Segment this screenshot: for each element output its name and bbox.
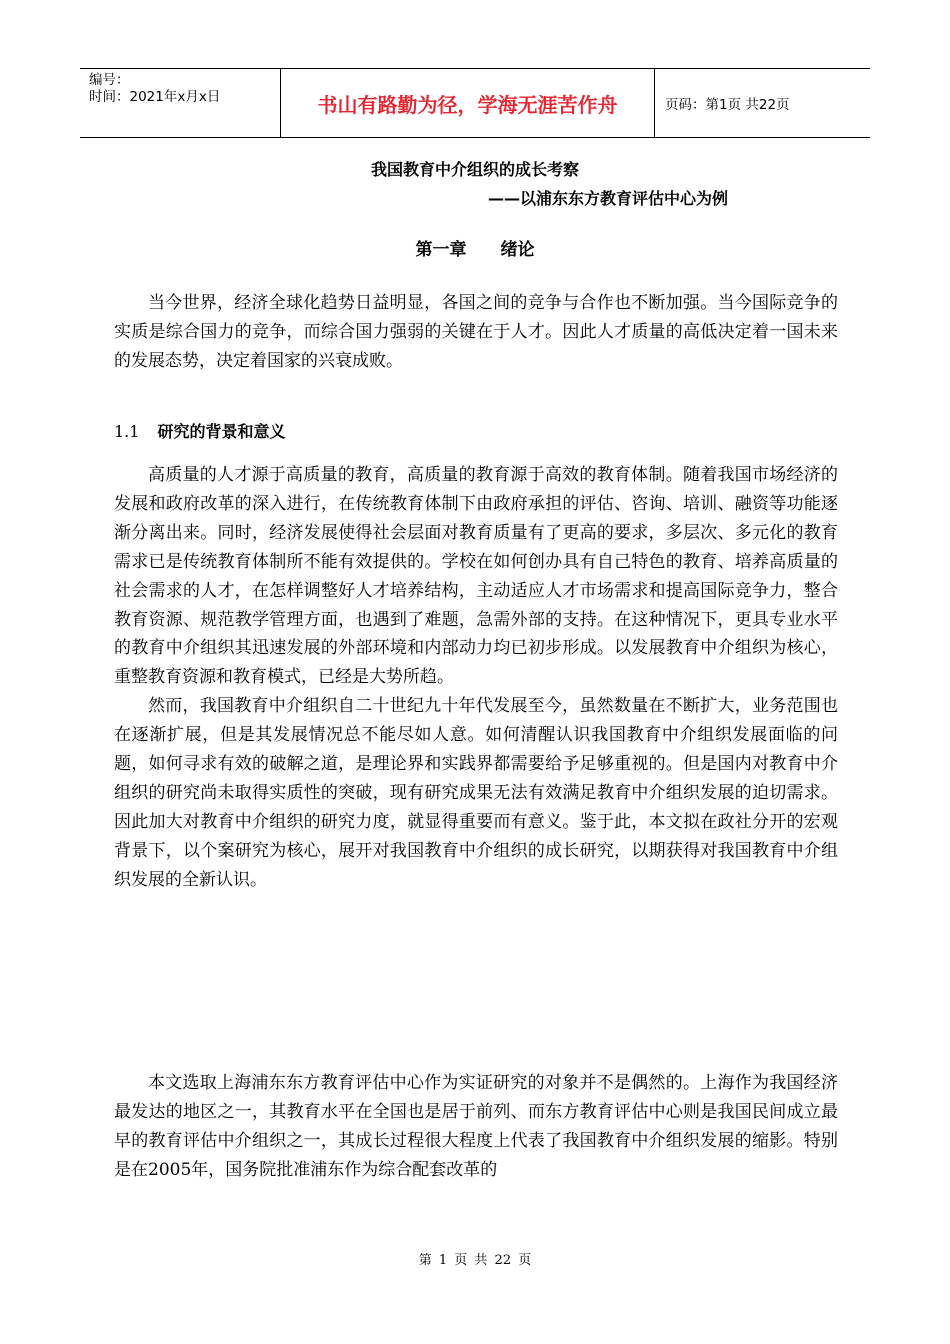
header-meta <box>80 69 281 137</box>
document-number-label: 编号： <box>89 72 130 88</box>
background-block <box>114 461 838 895</box>
page-footer: 第 1 页 共 22 页 <box>418 1253 532 1268</box>
section-title: 研究的背景和意义 <box>157 422 286 441</box>
page-header <box>80 68 870 138</box>
chapter-title: 第一章 绪论 <box>415 240 535 260</box>
section-number: 1.1 <box>114 422 140 441</box>
intro-block <box>114 289 838 376</box>
paragraph: 当今世界，经济全球化趋势日益明显，各国之间的竞争与合作也不断加强。当今国际竞争的实质是综合国力的竞争，而综合国力强弱的关键在于人才。因此人才质量的高低决定着一国未来的发展态势，决定着国家的兴衰成败。 <box>114 293 838 371</box>
case-study-block <box>114 1069 838 1185</box>
document-subtitle: ——以浦东东方教育评估中心为例 <box>488 189 729 208</box>
header-page-info: 页码：第1页 共22页 <box>665 97 790 113</box>
paragraph: 高质量的人才源于高质量的教育，高质量的教育源于高效的教育体制。随着我国市场经济的发展和政府改革的深入进行，在传统教育体制下由政府承担的评估、咨询、培训、融资等功能逐渐分离出来。同时，经济发展使得社会层面对教育质量有了更高的要求，多层次、多元化的教育需求已是传统教育体制所不能有效提供的。学校在如何创办具有自己特色的教育、培养高质量的社会需求的人才，在怎样调整好人才培养结构，主动适应人才市场需求和提高国际竞争力，整合教育资源、规范教学管理方面，也遇到了难题，急需外部的支持。在这种情况下，更具专业水平的教育中介组织其迅速发展的外部环境和内部动力均已初步形成。以发展教育中介组织为核心，重整教育资源和教育模式，已经是大势所趋。 <box>114 465 838 688</box>
paragraph: 本文选取上海浦东东方教育评估中心作为实证研究的对象并不是偶然的。上海作为我国经济最发达的地区之一，其教育水平在全国也是居于前列、而东方教育评估中心则是我国民间成立最早的教育评估中介组织之一，其成长过程很大程度上代表了我国教育中介组织发展的缩影。特别是在2005年，国务院批准浦东作为综合配套改革的 <box>114 1073 838 1180</box>
header-motto: 书山有路勤为径，学海无涯苦作舟 <box>281 69 655 137</box>
section-heading <box>114 419 285 442</box>
paragraph: 然而，我国教育中介组织自二十世纪九十年代发展至今，虽然数量在不断扩大，业务范围也在逐渐扩展，但是其发展情况总不能尽如人意。如何清醒认识我国教育中介组织发展面临的问题，如何寻求有效的破解之道，是理论界和实践界都需要给予足够重视的。但是国内对教育中介组织的研究尚未取得实质性的突破，现有研究成果无法有效满足教育中介组织发展的迫切需求。因此加大对教育中介组织的研究力度，就显得重要而有意义。鉴于此，本文拟在政社分开的宏观背景下，以个案研究为核心，展开对我国教育中介组织的成长研究，以期获得对我国教育中介组织发展的全新认识。 <box>114 696 838 890</box>
document-date: 时间：2021年x月x日 <box>89 89 221 105</box>
document-title: 我国教育中介组织的成长考察 <box>370 160 579 179</box>
